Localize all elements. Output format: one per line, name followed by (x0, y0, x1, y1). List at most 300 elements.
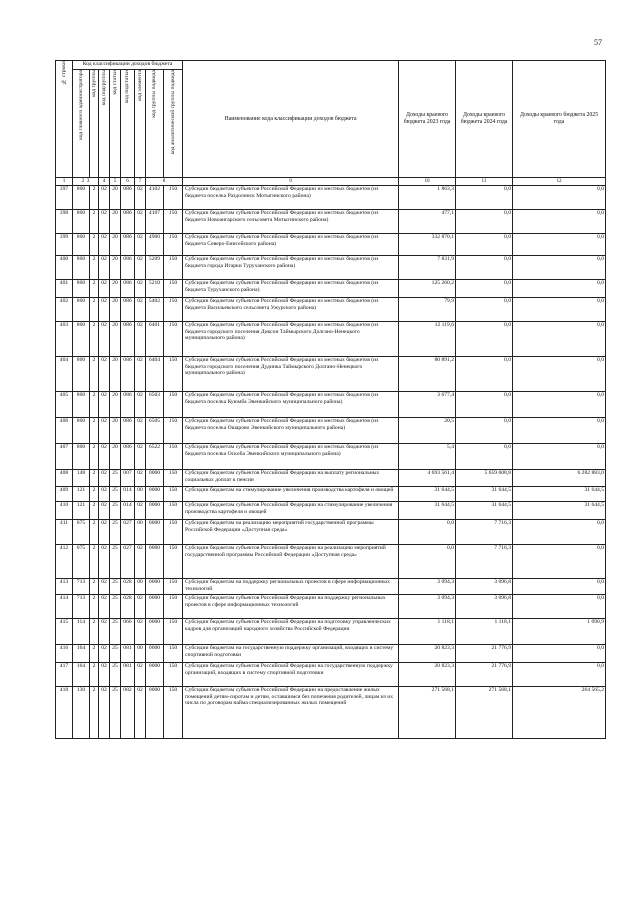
value-2024: 0,0 (456, 256, 513, 280)
code-cell: 02 (99, 595, 110, 619)
code-cell: 800 (73, 444, 90, 470)
code-cell: 20 (110, 256, 121, 280)
code-cell: 081 (121, 663, 135, 687)
code-cell: 02 (99, 579, 110, 595)
value-2024: 21 776,9 (456, 663, 513, 687)
code-cell: 150 (164, 280, 183, 298)
row-number: 398 (56, 210, 73, 234)
code-cell: 075 (73, 520, 90, 545)
code-cell: 02 (135, 210, 146, 234)
row-number: 411 (56, 520, 73, 545)
code-cell: 121 (73, 502, 90, 520)
code-cell: 150 (164, 487, 183, 502)
code-cell: 02 (135, 280, 146, 298)
code-cell: 713 (73, 595, 90, 619)
code-cell: 086 (121, 234, 135, 256)
code-cell: 25 (110, 470, 121, 487)
table-row (56, 322, 606, 357)
code-cell: 150 (164, 502, 183, 520)
row-name: Субсидии бюджетам субъектов Российской Федерации на стимулирование увеличения производства картофеля и овощей (183, 502, 399, 520)
code-cell: 014 (121, 487, 135, 502)
code-cell: 150 (164, 210, 183, 234)
row-name: Субсидии бюджетам субъектов Российской Федерации из местных бюджетов (из бюджета Новоангарского сельсовета Мотыгинского района) (183, 210, 399, 234)
col-number: 8 (146, 178, 183, 186)
code-cell: 20 (110, 444, 121, 470)
header-code-col: код подгруппы (99, 70, 110, 178)
code-cell: 086 (121, 444, 135, 470)
code-cell: 014 (121, 502, 135, 520)
code-cell: 02 (135, 545, 146, 579)
code-cell: 150 (164, 520, 183, 545)
table-row (56, 619, 606, 645)
col-number: 11 (456, 178, 513, 186)
code-cell: 0000 (146, 663, 164, 687)
code-cell: 150 (164, 579, 183, 595)
value-2025: 0,0 (513, 256, 606, 280)
page-number: 57 (594, 38, 602, 47)
code-cell: 25 (110, 502, 121, 520)
table-row (56, 234, 606, 256)
value-2024: 0,0 (456, 322, 513, 357)
code-cell: 02 (135, 357, 146, 392)
code-cell: 02 (135, 256, 146, 280)
code-cell: 25 (110, 545, 121, 579)
row-number: 414 (56, 595, 73, 619)
code-cell: 6522 (146, 444, 164, 470)
value-2024: 3 096,8 (456, 579, 513, 595)
code-cell: 4900 (146, 234, 164, 256)
header-code-col: код группы (90, 70, 99, 178)
code-cell: 086 (121, 418, 135, 444)
code-cell: 0000 (146, 579, 164, 595)
code-cell: 0000 (146, 619, 164, 645)
code-cell: 2 (90, 298, 99, 322)
code-cell: 02 (99, 234, 110, 256)
code-cell: 25 (110, 579, 121, 595)
header-name: Наименование кода классификации доходов бюджета (183, 61, 399, 178)
code-cell: 02 (135, 392, 146, 418)
row-number: 402 (56, 298, 73, 322)
row-name: Субсидии бюджетам субъектов Российской Федерации из местных бюджетов (из бюджета городского поселения Дудинка Таймырского Долгано-Ненецкого муниципального района) (183, 357, 399, 392)
code-cell: 800 (73, 280, 90, 298)
code-cell: 02 (99, 256, 110, 280)
table-row (56, 595, 606, 619)
table-row (56, 502, 606, 520)
row-name: Субсидии бюджетам субъектов Российской Федерации на поддержку региональных проектов в сфере информационных технологий (183, 595, 399, 619)
revenue-table (55, 60, 606, 739)
header-code-col: код статьи (110, 70, 121, 178)
value-2024: 0,0 (456, 444, 513, 470)
value-2023: 12 119,6 (399, 322, 456, 357)
code-cell: 02 (99, 280, 110, 298)
code-cell: 150 (164, 256, 183, 280)
code-cell: 086 (121, 392, 135, 418)
code-cell: 2 (90, 502, 99, 520)
row-name: Субсидии бюджетам на поддержку региональных проектов в сфере информационных технологий (183, 579, 399, 595)
table-row (56, 645, 606, 663)
table-row (56, 663, 606, 687)
row-number: 403 (56, 322, 73, 357)
code-cell: 800 (73, 298, 90, 322)
code-cell: 2 (90, 444, 99, 470)
table-row (56, 357, 606, 392)
row-name: Субсидии бюджетам субъектов Российской Федерации на государственную поддержку организаций, входящих в систему спортивной подготовки (183, 663, 399, 687)
row-number: 418 (56, 687, 73, 739)
code-cell: 800 (73, 210, 90, 234)
value-2023: 20 823,3 (399, 645, 456, 663)
code-cell: 02 (99, 470, 110, 487)
value-2023: 31 644,5 (399, 487, 456, 502)
row-name: Субсидии бюджетам субъектов Российской Федерации из местных бюджетов (из бюджета поселка Раздолинск Мотыгинского района) (183, 186, 399, 210)
value-2024: 31 644,5 (456, 502, 513, 520)
code-cell: 0000 (146, 520, 164, 545)
code-cell: 00 (135, 520, 146, 545)
code-cell: 2 (90, 579, 99, 595)
header-code-group: Код классификации доходов бюджета (73, 61, 183, 70)
code-cell: 02 (99, 186, 110, 210)
table-row (56, 256, 606, 280)
code-cell: 02 (99, 619, 110, 645)
table-row (56, 687, 606, 739)
code-cell: 800 (73, 186, 90, 210)
code-cell: 121 (73, 487, 90, 502)
table-row (56, 545, 606, 579)
code-cell: 150 (164, 322, 183, 357)
value-2025: 1 090,9 (513, 619, 606, 645)
code-cell: 02 (99, 418, 110, 444)
value-2024: 21 776,9 (456, 645, 513, 663)
code-cell: 20 (110, 298, 121, 322)
code-cell: 20 (110, 392, 121, 418)
code-cell: 02 (99, 210, 110, 234)
code-cell: 25 (110, 595, 121, 619)
code-cell: 2 (90, 619, 99, 645)
code-cell: 0000 (146, 687, 164, 739)
value-2023: 477,1 (399, 210, 456, 234)
code-cell: 150 (164, 470, 183, 487)
code-cell: 800 (73, 234, 90, 256)
code-cell: 25 (110, 619, 121, 645)
row-name: Субсидии бюджетам субъектов Российской Федерации из местных бюджетов (из бюджета поселка Ошарово Эвенкийского муниципального района) (183, 418, 399, 444)
value-2024: 0,0 (456, 280, 513, 298)
value-2025: 6 282 883,0 (513, 470, 606, 487)
code-cell: 150 (164, 595, 183, 619)
code-cell: 6503 (146, 392, 164, 418)
code-cell: 02 (135, 687, 146, 739)
code-cell: 20 (110, 234, 121, 256)
col-number: 12 (513, 178, 606, 186)
value-2023: 79,9 (399, 298, 456, 322)
row-number: 415 (56, 619, 73, 645)
code-cell: 114 (73, 619, 90, 645)
code-cell: 20 (110, 418, 121, 444)
code-cell: 5209 (146, 256, 164, 280)
value-2025: 0,0 (513, 444, 606, 470)
row-name: Субсидии бюджетам субъектов Российской Федерации из местных бюджетов (из бюджета городского поселения Диксон Таймырского Долгано-Ненецкого муниципального района) (183, 322, 399, 357)
row-number: 413 (56, 579, 73, 595)
code-cell: 2 (90, 645, 99, 663)
row-number: 407 (56, 444, 73, 470)
value-2025: 0,0 (513, 645, 606, 663)
code-cell: 150 (164, 663, 183, 687)
code-cell: 2 (90, 418, 99, 444)
code-cell: 25 (110, 520, 121, 545)
code-cell: 2 (90, 357, 99, 392)
code-cell: 2 (90, 687, 99, 739)
code-cell: 086 (121, 322, 135, 357)
code-cell: 6401 (146, 322, 164, 357)
code-cell: 02 (135, 470, 146, 487)
row-number: 406 (56, 418, 73, 444)
code-cell: 150 (164, 392, 183, 418)
code-cell: 0000 (146, 595, 164, 619)
row-name: Субсидии бюджетам субъектов Российской Федерации на подготовку управленческих кадров для организаций народного хозяйства Российской Федерации (183, 619, 399, 645)
code-cell: 150 (164, 418, 183, 444)
code-cell: 086 (121, 256, 135, 280)
code-cell: 02 (135, 234, 146, 256)
code-cell: 148 (73, 470, 90, 487)
row-number: 401 (56, 280, 73, 298)
code-cell: 02 (99, 444, 110, 470)
header-2023: Доходы краевого бюджета 2023 года (399, 61, 456, 178)
value-2025: 264 565,2 (513, 687, 606, 739)
row-name: Субсидии бюджетам субъектов Российской Федерации на реализацию мероприятий государственной программы Российской Федерации «Доступная среда» (183, 545, 399, 579)
value-2024: 0,0 (456, 418, 513, 444)
value-2023: 3 094,3 (399, 595, 456, 619)
table-row (56, 444, 606, 470)
row-number: 397 (56, 186, 73, 210)
code-cell: 20 (110, 210, 121, 234)
code-cell: 800 (73, 418, 90, 444)
code-cell: 066 (121, 619, 135, 645)
value-2023: 1 118,1 (399, 619, 456, 645)
value-2025: 0,0 (513, 392, 606, 418)
code-cell: 2 (90, 487, 99, 502)
code-cell: 2 (90, 322, 99, 357)
code-cell: 02 (135, 502, 146, 520)
code-cell: 02 (99, 645, 110, 663)
code-cell: 150 (164, 545, 183, 579)
code-cell: 20 (110, 357, 121, 392)
value-2023: 7 831,9 (399, 256, 456, 280)
col-number: 9 (183, 178, 399, 186)
value-2024: 0,0 (456, 357, 513, 392)
code-cell: 150 (164, 186, 183, 210)
value-2025: 0,0 (513, 579, 606, 595)
value-2025: 0,0 (513, 298, 606, 322)
code-cell: 0000 (146, 470, 164, 487)
code-cell: 0000 (146, 545, 164, 579)
value-2024: 0,0 (456, 234, 513, 256)
code-cell: 02 (135, 663, 146, 687)
value-2023: 271 568,1 (399, 687, 456, 739)
code-cell: 2 (90, 256, 99, 280)
code-cell: 02 (135, 619, 146, 645)
value-2023: 0,0 (399, 520, 456, 545)
value-2024: 1 118,1 (456, 619, 513, 645)
value-2024: 5 659 608,8 (456, 470, 513, 487)
code-cell: 0000 (146, 645, 164, 663)
code-cell: 2 (90, 595, 99, 619)
row-name: Субсидии бюджетам субъектов Российской Федерации из местных бюджетов (из бюджета Васильевского сельсовета Ужурского района) (183, 298, 399, 322)
code-cell: 150 (164, 687, 183, 739)
code-cell: 0000 (146, 487, 164, 502)
row-number: 399 (56, 234, 73, 256)
value-2024: 0,0 (456, 210, 513, 234)
value-2024: 0,0 (456, 186, 513, 210)
code-cell: 150 (164, 645, 183, 663)
table-body (56, 178, 606, 739)
value-2025: 0,0 (513, 210, 606, 234)
code-cell: 150 (164, 357, 183, 392)
code-cell: 02 (99, 322, 110, 357)
column-numbers-row (56, 178, 606, 186)
value-2023: 3 677,4 (399, 392, 456, 418)
code-cell: 02 (99, 357, 110, 392)
row-name: Субсидии бюджетам субъектов Российской Федерации из местных бюджетов (из бюджета города Игарки Туруханского района) (183, 256, 399, 280)
table-row (56, 280, 606, 298)
code-cell: 20 (110, 186, 121, 210)
header-row-no: № строки (56, 61, 73, 178)
value-2025: 0,0 (513, 520, 606, 545)
header-code-col: код группы подвида (146, 70, 164, 178)
code-cell: 4102 (146, 186, 164, 210)
value-2025: 0,0 (513, 234, 606, 256)
code-cell: 150 (164, 619, 183, 645)
table-row (56, 520, 606, 545)
code-cell: 027 (121, 520, 135, 545)
code-cell: 5210 (146, 280, 164, 298)
value-2023: 0,0 (399, 545, 456, 579)
code-cell: 00 (135, 579, 146, 595)
code-cell: 086 (121, 298, 135, 322)
value-2025: 31 644,5 (513, 487, 606, 502)
code-cell: 02 (135, 322, 146, 357)
table-row (56, 392, 606, 418)
row-number: 404 (56, 357, 73, 392)
code-cell: 02 (135, 298, 146, 322)
code-cell: 2 (90, 392, 99, 418)
value-2023: 332 870,1 (399, 234, 456, 256)
code-cell: 007 (121, 470, 135, 487)
row-name: Субсидии бюджетам на государственную поддержку организаций, входящих в систему спортивной подготовки (183, 645, 399, 663)
code-cell: 02 (99, 392, 110, 418)
value-2023: 20 823,3 (399, 663, 456, 687)
code-cell: 150 (164, 234, 183, 256)
value-2023: 80 891,2 (399, 357, 456, 392)
code-cell: 4107 (146, 210, 164, 234)
code-cell: 25 (110, 663, 121, 687)
code-cell: 25 (110, 645, 121, 663)
code-cell: 164 (73, 663, 90, 687)
header-2025: Доходы краевого бюджета 2025 года (513, 61, 606, 178)
value-2025: 0,0 (513, 186, 606, 210)
code-cell: 02 (135, 418, 146, 444)
value-2023: 1 863,3 (399, 186, 456, 210)
code-cell: 164 (73, 645, 90, 663)
value-2023: 5,4 (399, 444, 456, 470)
code-cell: 150 (164, 444, 183, 470)
header-2024: Доходы краевого бюджета 2024 года (456, 61, 513, 178)
value-2024: 271 568,1 (456, 687, 513, 739)
col-number: 7 (135, 178, 146, 186)
value-2023: 3 094,3 (399, 579, 456, 595)
row-name: Субсидии бюджетам субъектов Российской Федерации из местных бюджетов (из бюджета поселка Ocкoбa Эвенкийского муниципального района) (183, 444, 399, 470)
header-code-col: код элемента (135, 70, 146, 178)
value-2024: 0,0 (456, 298, 513, 322)
code-cell: 086 (121, 280, 135, 298)
code-cell: 2 (90, 210, 99, 234)
table-row (56, 579, 606, 595)
row-number: 409 (56, 487, 73, 502)
col-number: 4 (99, 178, 110, 186)
code-cell: 00 (135, 487, 146, 502)
code-cell: 713 (73, 579, 90, 595)
code-cell: 20 (110, 280, 121, 298)
col-number: 1 (56, 178, 73, 186)
code-cell: 800 (73, 322, 90, 357)
table-row (56, 470, 606, 487)
code-cell: 00 (135, 645, 146, 663)
value-2024: 31 644,5 (456, 487, 513, 502)
code-cell: 02 (99, 502, 110, 520)
value-2025: 0,0 (513, 322, 606, 357)
code-cell: 028 (121, 595, 135, 619)
row-number: 400 (56, 256, 73, 280)
value-2025: 0,0 (513, 545, 606, 579)
value-2024: 7 716,3 (456, 545, 513, 579)
row-name: Субсидии бюджетам на стимулирование увеличения производства картофеля и овощей (183, 487, 399, 502)
code-cell: 02 (135, 595, 146, 619)
code-cell: 5402 (146, 298, 164, 322)
col-number: 2 3 (73, 178, 99, 186)
code-cell: 086 (121, 357, 135, 392)
value-2025: 0,0 (513, 663, 606, 687)
code-cell: 2 (90, 470, 99, 487)
header-code-col: код подстатьи (121, 70, 135, 178)
code-cell: 02 (135, 186, 146, 210)
code-cell: 02 (99, 487, 110, 502)
value-2023: 4 693 561,4 (399, 470, 456, 487)
value-2025: 0,0 (513, 418, 606, 444)
code-cell: 02 (99, 663, 110, 687)
row-number: 416 (56, 645, 73, 663)
table-row (56, 487, 606, 502)
code-cell: 082 (121, 687, 135, 739)
code-cell: 2 (90, 663, 99, 687)
row-number: 410 (56, 502, 73, 520)
value-2023: 31 644,5 (399, 502, 456, 520)
row-name: Субсидии бюджетам субъектов Российской Федерации на предоставление жилых помещений детям-сиротам и детям, оставшимся без попечения родителей, лицам из их числа по договорам найма специализированных жилых помещений (183, 687, 399, 739)
code-cell: 02 (135, 444, 146, 470)
value-2024: 3 096,8 (456, 595, 513, 619)
row-number: 417 (56, 663, 73, 687)
code-cell: 6505 (146, 418, 164, 444)
code-cell: 02 (99, 687, 110, 739)
code-cell: 2 (90, 234, 99, 256)
table-row (56, 186, 606, 210)
header-code-col: код главного администратора (73, 70, 90, 178)
row-name: Субсидии бюджетам субъектов Российской Федерации из местных бюджетов (из бюджета Северо-Енисейского района) (183, 234, 399, 256)
code-cell: 25 (110, 487, 121, 502)
row-name: Субсидии бюджетам на реализацию мероприятий государственной программы Российской Федерации «Доступная среда» (183, 520, 399, 545)
col-number: 6 (121, 178, 135, 186)
col-number: 10 (399, 178, 456, 186)
code-cell: 800 (73, 256, 90, 280)
value-2023: 125 260,2 (399, 280, 456, 298)
code-cell: 075 (73, 545, 90, 579)
code-cell: 130 (73, 687, 90, 739)
